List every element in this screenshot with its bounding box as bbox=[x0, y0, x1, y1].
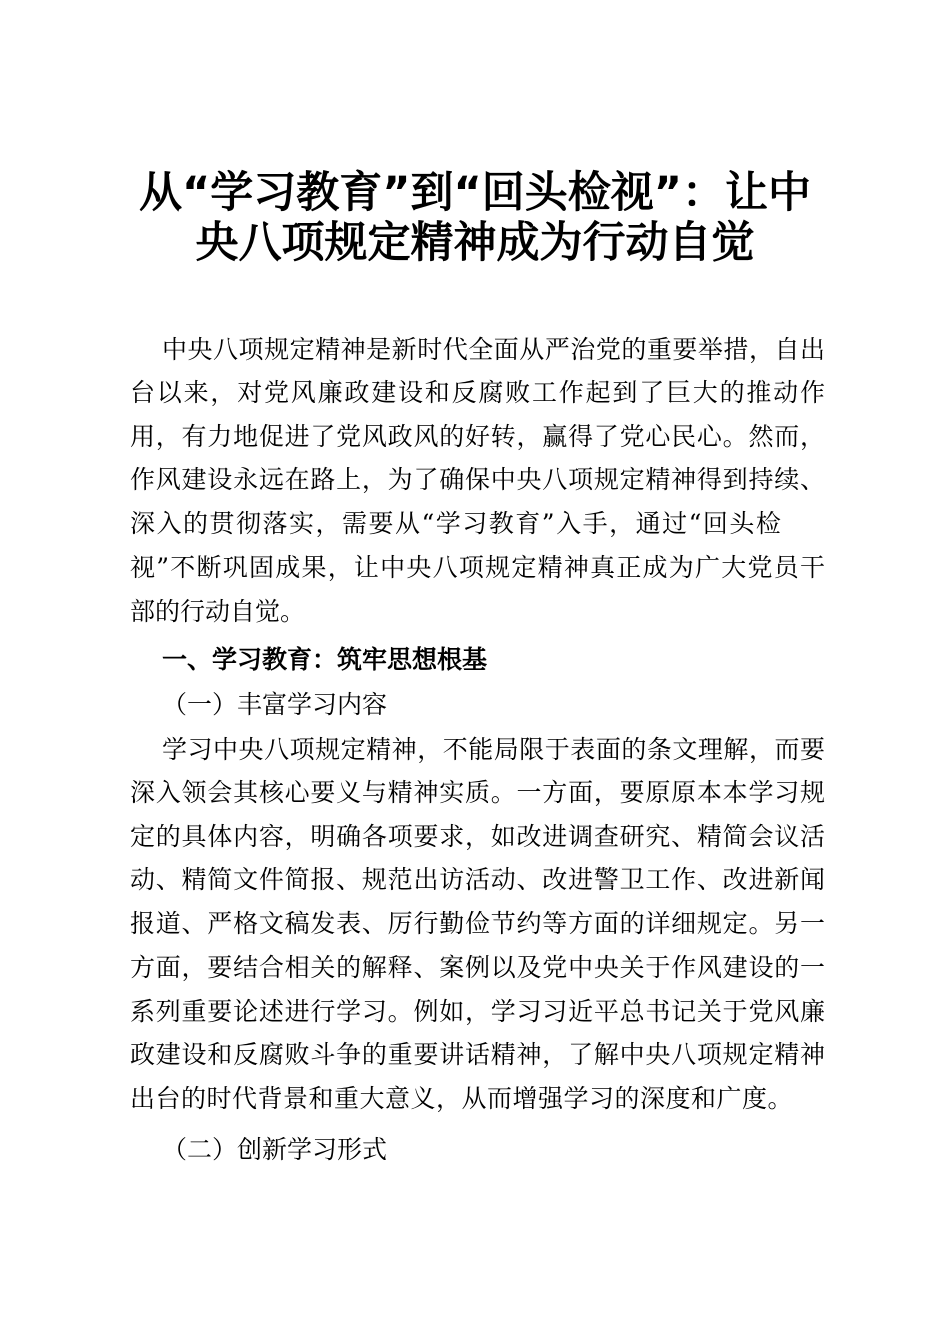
subsection-heading: （一）丰富学习内容 bbox=[162, 690, 388, 719]
paragraph-line: 政建设和反腐败斗争的重要讲话精神，了解中央八项规定精神 bbox=[130, 1040, 825, 1069]
paragraph-line: 深入的贯彻落实，需要从“学习教育”入手，通过“回头检 bbox=[130, 509, 783, 538]
paragraph-line: 中央八项规定精神是新时代全面从严治党的重要举措，自出 bbox=[162, 335, 825, 364]
section-heading: 一、学习教育：筑牢思想根基 bbox=[162, 645, 488, 674]
paragraph-line: 台以来，对党风廉政建设和反腐败工作起到了巨大的推动作 bbox=[130, 378, 825, 407]
paragraph-line: 报道、严格文稿发表、厉行勤俭节约等方面的详细规定。另一 bbox=[130, 909, 825, 938]
document-title-line-1: 从“学习教育”到“回头检视”：让中 bbox=[138, 168, 812, 218]
paragraph-line: 深入领会其核心要义与精神实质。一方面，要原原本本学习规 bbox=[130, 778, 825, 807]
paragraph-line: 方面，要结合相关的解释、案例以及党中央关于作风建设的一 bbox=[130, 953, 825, 982]
paragraph-line: 用，有力地促进了党风政风的好转，赢得了党心民心。然而， bbox=[130, 422, 825, 451]
paragraph-line: 动、精简文件简报、规范出访活动、改进警卫工作、改进新闻 bbox=[130, 865, 825, 894]
paragraph-line: 学习中央八项规定精神，不能局限于表面的条文理解，而要 bbox=[162, 735, 825, 764]
paragraph-line: 视”不断巩固成果，让中央八项规定精神真正成为广大党员干 bbox=[130, 553, 825, 582]
paragraph-line: 出台的时代背景和重大意义，从而增强学习的深度和广度。 bbox=[130, 1084, 794, 1113]
paragraph-line: 部的行动自觉。 bbox=[130, 597, 306, 626]
paragraph-line: 作风建设永远在路上，为了确保中央八项规定精神得到持续、 bbox=[130, 465, 825, 494]
paragraph-line: 系列重要论述进行学习。例如，学习习近平总书记关于党风廉 bbox=[130, 997, 825, 1026]
paragraph-line: 定的具体内容，明确各项要求，如改进调查研究、精简会议活 bbox=[130, 822, 825, 851]
subsection-heading: （二）创新学习形式 bbox=[162, 1135, 388, 1164]
document-title-line-2: 央八项规定精神成为行动自觉 bbox=[195, 218, 755, 268]
